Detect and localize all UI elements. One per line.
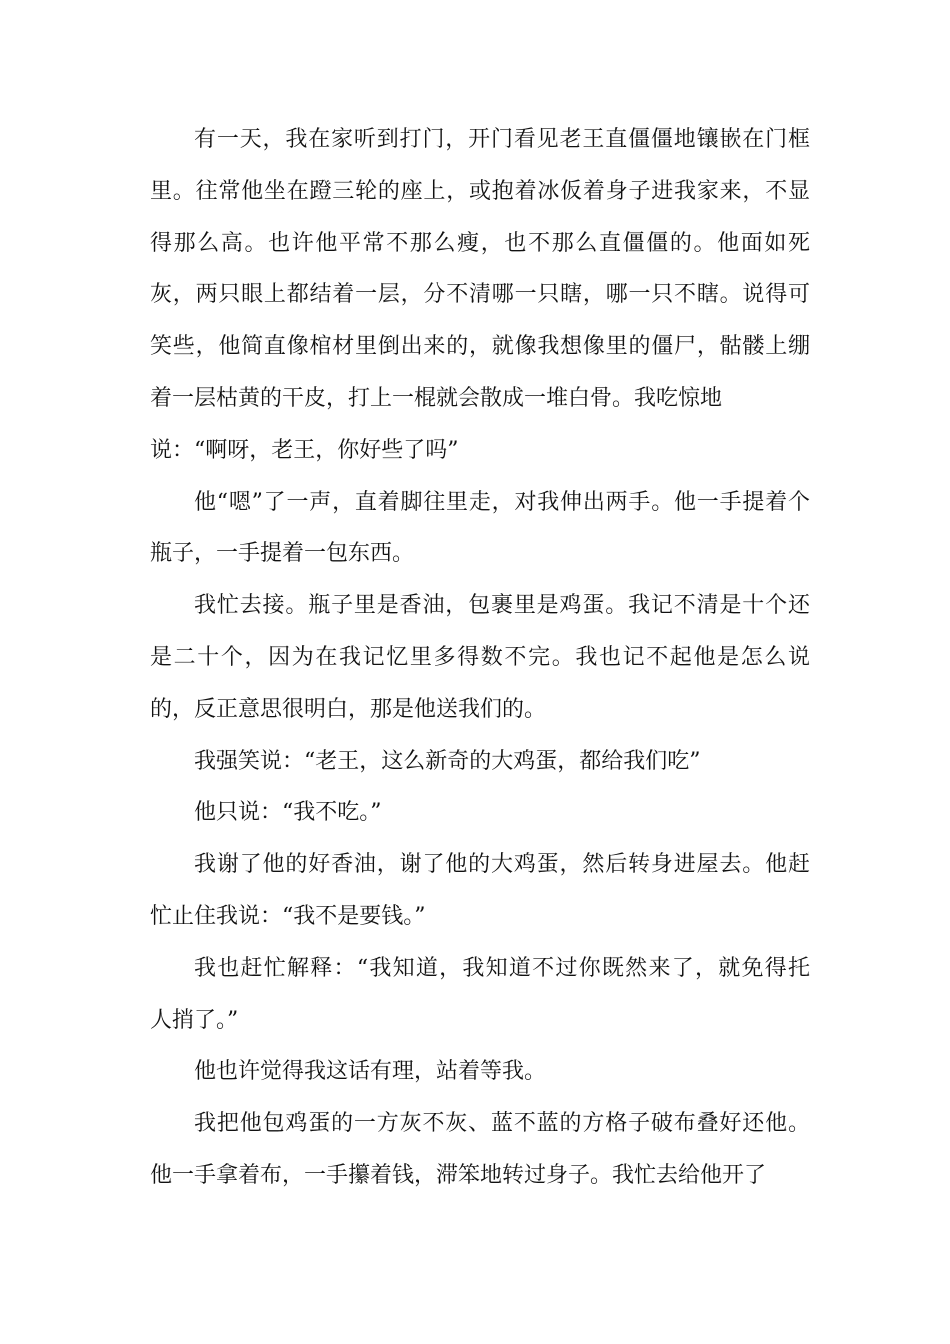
- body-text: [150, 114, 810, 1202]
- text-line: 我把他包鸡蛋的一方灰不灰、蓝不蓝的方格子破布叠好还他。: [194, 1111, 810, 1137]
- text-line: 瓶子，一手提着一包东西。: [150, 541, 415, 567]
- text-line: 的，反正意思很明白，那是他送我们的。: [150, 696, 547, 722]
- text-line: 我谢了他的好香油，谢了他的大鸡蛋，然后转身进屋去。他赶: [194, 852, 810, 878]
- text-line: 他“嗯”了一声，直着脚往里走，对我伸出两手。他一手提着个: [194, 489, 810, 515]
- text-line: 着一层枯黄的干皮，打上一棍就会散成一堆白骨。我吃惊地: [150, 385, 723, 411]
- text-line: 我也赶忙解释：“我知道，我知道不过你既然来了，就免得托: [194, 955, 810, 981]
- text-line: 我强笑说：“老王，这么新奇的大鸡蛋，都给我们吃”: [194, 748, 701, 774]
- text-line: 是二十个，因为在我记忆里多得数不完。我也记不起他是怎么说: [150, 644, 810, 670]
- text-line: 我忙去接。瓶子里是香油，包裹里是鸡蛋。我记不清是十个还: [194, 593, 810, 619]
- text-line: 有一天，我在家听到打门，开门看见老王直僵僵地镶嵌在门框: [194, 127, 810, 152]
- text-line: 里。往常他坐在蹬三轮的座上，或抱着冰仮着身子进我家来，不显: [150, 178, 810, 204]
- text-line: 人捎了。”: [150, 1007, 239, 1033]
- text-line: 得那么高。也许他平常不那么瘦，也不那么直僵僵的。他面如死: [150, 230, 810, 256]
- text-line: 灰，两只眼上都结着一层，分不清哪一只瞎，哪一只不瞎。说得可: [150, 282, 810, 308]
- text-line: 笑些，他简直像棺材里倒出来的，就像我想像里的僵尸，骷髅上绷: [150, 334, 810, 360]
- text-line: 他只说：“我不吃。”: [194, 800, 382, 826]
- text-line: 他一手拿着布，一手攥着钱，滞笨地转过身子。我忙去给他开了: [150, 1162, 767, 1188]
- text-line: 说：“啊呀，老王，你好些了吗”: [150, 437, 459, 463]
- text-line: 他也许觉得我这话有理，站着等我。: [194, 1059, 547, 1085]
- text-line: 忙止住我说：“我不是要钱。”: [150, 903, 426, 929]
